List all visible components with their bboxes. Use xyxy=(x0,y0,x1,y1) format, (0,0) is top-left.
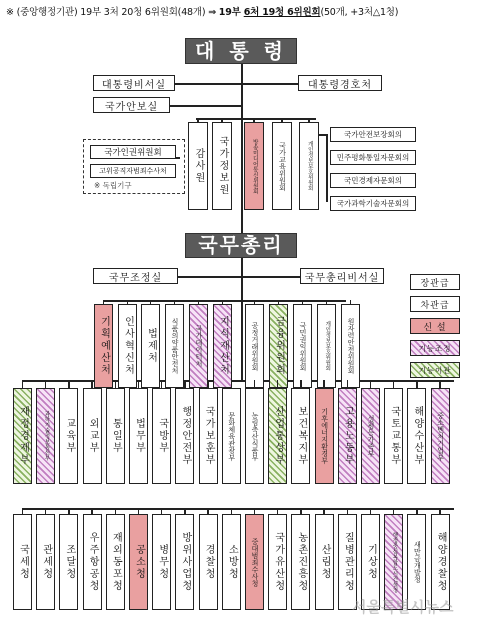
nis-line xyxy=(170,105,242,107)
pres-agency[interactable] xyxy=(299,122,319,210)
ministry-connector xyxy=(45,380,47,388)
ministry[interactable] xyxy=(268,388,287,484)
ministry-connector xyxy=(184,380,186,388)
legend-pink: 기능조정 xyxy=(410,340,460,356)
ministry-connector xyxy=(277,380,279,388)
ministry[interactable] xyxy=(175,388,194,484)
header-after-1: 19부 xyxy=(218,7,244,18)
ministry[interactable] xyxy=(361,388,380,484)
ministry[interactable] xyxy=(199,388,218,484)
ministry-label: 국가보훈부 xyxy=(203,406,215,466)
ministry[interactable] xyxy=(83,388,102,484)
pres-agency[interactable] xyxy=(188,122,208,210)
security-service-box[interactable]: 대통령경호처 xyxy=(298,75,382,91)
ministry-connector xyxy=(300,380,302,388)
ministry-label: 재정경제부 xyxy=(17,406,29,466)
agency-label: 행정중심복합도시건설청 xyxy=(391,531,398,593)
agency-label: 공소청 xyxy=(133,544,145,580)
agency[interactable] xyxy=(83,514,102,610)
pm-agency[interactable] xyxy=(269,304,288,388)
ministry-connector xyxy=(439,380,441,388)
pm-box[interactable]: 국무총리 xyxy=(185,233,297,258)
agency[interactable] xyxy=(152,514,171,610)
pres-agency-label: 국가정보원 xyxy=(217,136,228,196)
ministry-label: 고용노동부 xyxy=(342,406,354,466)
agency[interactable] xyxy=(245,514,264,610)
agency-label: 경찰청 xyxy=(203,544,215,580)
advisory-council[interactable]: 국가과학기술자문회의 xyxy=(330,196,416,211)
independent-group xyxy=(83,139,185,194)
ministry-connector xyxy=(22,380,24,388)
agency-label: 우주항공청 xyxy=(87,532,99,592)
agency-label: 조달청 xyxy=(63,544,75,580)
ministry-connector xyxy=(68,380,70,388)
president-box[interactable]: 대 통 령 xyxy=(185,38,297,64)
pres-agency-label: 개인정보보호위원회 xyxy=(306,141,313,191)
ministry-connector xyxy=(416,380,418,388)
ministry-label: 해양수산부 xyxy=(411,406,423,466)
pm-agency-label: 인사혁신처 xyxy=(122,316,134,376)
agency-label: 산림청 xyxy=(319,544,331,580)
ministry[interactable] xyxy=(245,388,264,484)
header-before: 19부 3처 20청 6위원회(48개) xyxy=(80,7,206,18)
ministry[interactable] xyxy=(152,388,171,484)
ministry[interactable] xyxy=(222,388,241,484)
agency-label: 새만금개발청 xyxy=(413,541,422,583)
ministry[interactable] xyxy=(315,388,334,484)
ministry-label: 기후에너지환경부 xyxy=(320,408,329,464)
pm-agency-label: 지식재산처 xyxy=(217,316,229,376)
agency-label: 농촌진흥청 xyxy=(295,532,307,592)
agency-label: 질병관리청 xyxy=(342,532,354,592)
ministry[interactable] xyxy=(431,388,450,484)
pm-agency-label: 식품의약품안전처 xyxy=(171,318,179,374)
header-arrow: ⇒ xyxy=(208,7,216,18)
ministry-label: 문화체육관광부 xyxy=(227,411,236,461)
agency-label: 해양경찰청 xyxy=(435,532,447,592)
agency[interactable] xyxy=(129,514,148,610)
ministry-label: 교육부 xyxy=(63,418,75,454)
ministry[interactable] xyxy=(36,388,55,484)
pm-agency-label: 국가데이터처 xyxy=(195,325,203,367)
pres-agencies-bar xyxy=(196,118,316,120)
ministry[interactable] xyxy=(59,388,78,484)
ministry-label: 법무부 xyxy=(133,418,145,454)
pm-agency-label: 법제처 xyxy=(145,328,157,364)
agency[interactable] xyxy=(268,514,287,610)
pm-agency-label: 금융위원회 xyxy=(273,316,285,376)
pm-coordination-box[interactable]: 국무조정실 xyxy=(93,268,178,284)
pm-agency[interactable] xyxy=(189,304,208,388)
legend-green: 기능이관 xyxy=(410,362,460,378)
watermark: 서울특별시뉴스 xyxy=(352,598,454,616)
header-prefix: ※ (중앙행정기관) xyxy=(6,7,78,18)
ministry-label: 국방부 xyxy=(156,418,168,454)
ministry[interactable] xyxy=(338,388,357,484)
ministry[interactable] xyxy=(106,388,125,484)
ministry-label: 성평등가족부 xyxy=(367,415,375,457)
agency[interactable] xyxy=(222,514,241,610)
agency-label: 재외동포청 xyxy=(110,532,122,592)
ministry[interactable] xyxy=(13,388,32,484)
advisory-council[interactable]: 민주평화통일자문회의 xyxy=(330,150,416,165)
ministry[interactable] xyxy=(129,388,148,484)
agency-label: 방위사업청 xyxy=(179,532,191,592)
ministry-label: 통일부 xyxy=(110,418,122,454)
ministry-connector xyxy=(161,380,163,388)
ministry[interactable] xyxy=(407,388,426,484)
ministry-label: 행정안전부 xyxy=(179,406,191,466)
agency-label: 국가유산청 xyxy=(272,532,284,592)
agency[interactable] xyxy=(315,514,334,610)
ministry-connector xyxy=(323,380,325,388)
spine-line-top xyxy=(241,64,243,234)
pm-agency[interactable] xyxy=(341,304,360,388)
pm-agency[interactable] xyxy=(245,304,264,388)
ministry-label: 농림축산식품부 xyxy=(251,411,259,461)
agency[interactable] xyxy=(106,514,125,610)
pm-agency[interactable] xyxy=(94,304,113,388)
pres-agency[interactable] xyxy=(212,122,232,210)
agency[interactable] xyxy=(199,514,218,610)
ministry-connector xyxy=(115,380,117,388)
ministry-connector xyxy=(393,380,395,388)
agency-label: 병무청 xyxy=(156,544,168,580)
legend-new: 신 설 xyxy=(410,318,460,334)
ministry[interactable] xyxy=(291,388,310,484)
pm-agency[interactable] xyxy=(293,304,312,388)
agency-label: 중대범죄수사청 xyxy=(251,537,259,587)
ministry-connector xyxy=(91,380,93,388)
ministry-connector xyxy=(254,380,256,388)
legend-minister: 장관급 xyxy=(410,274,460,290)
pres-agency-label: 감사원 xyxy=(193,148,204,184)
nis-box[interactable]: 국가안보실 xyxy=(93,97,170,113)
agency[interactable] xyxy=(59,514,78,610)
pm-agency-label: 개인정보보호위원회 xyxy=(324,321,331,371)
pm-agency-label: 원자력안전위원회 xyxy=(347,318,355,374)
advisory-council[interactable]: 국가안전보장회의 xyxy=(330,127,416,142)
human-rights-commission-box[interactable]: 국가인권위원회 xyxy=(90,145,176,159)
agency-label: 기상청 xyxy=(365,544,377,580)
pm-agency[interactable] xyxy=(165,304,184,388)
pm-agency[interactable] xyxy=(118,304,137,388)
pm-office-line xyxy=(178,276,304,278)
ministry-label: 보건복지부 xyxy=(295,406,307,466)
pres-agency-label: 국가교육위원회 xyxy=(278,141,287,191)
header-after-2: (50개, +3처△1청) xyxy=(320,7,399,18)
ministry-connector xyxy=(207,380,209,388)
ministry[interactable] xyxy=(384,388,403,484)
ministry-connector xyxy=(370,380,372,388)
pm-secretariat-box[interactable]: 국무총리비서실 xyxy=(300,268,384,284)
pres-agency-label: 방송미디어통신위원회 xyxy=(251,138,258,194)
pm-agency-label: 기획예산처 xyxy=(98,316,110,376)
ministry-connector xyxy=(231,380,233,388)
ministry-connector xyxy=(138,380,140,388)
pm-agency[interactable] xyxy=(317,304,336,388)
agency-label: 소방청 xyxy=(226,544,238,580)
header-note xyxy=(6,4,398,18)
ministry-label: 과학기술정보통신부 xyxy=(43,411,50,461)
agency[interactable] xyxy=(175,514,194,610)
independent-note: ※ 독립기구 xyxy=(94,181,132,190)
ministry-label: 산업통상부 xyxy=(272,406,284,466)
ministry-label: 중소벤처기업부 xyxy=(436,411,445,461)
secretariat-box[interactable]: 대통령비서실 xyxy=(93,75,175,91)
pm-agency-label: 국민권익위원회 xyxy=(299,321,307,371)
pm-agency[interactable] xyxy=(213,304,232,388)
pres-agency[interactable] xyxy=(272,122,292,210)
agency[interactable] xyxy=(36,514,55,610)
ministries-bar xyxy=(22,380,454,382)
pm-agency[interactable] xyxy=(141,304,160,388)
pm-agency-label: 공정거래위원회 xyxy=(251,321,259,371)
advisory-vline xyxy=(326,134,328,202)
agency-label: 관세청 xyxy=(40,544,52,580)
pres-agency[interactable] xyxy=(244,122,264,210)
header-after-bold: 6처 19청 6위원회 xyxy=(243,7,321,18)
agency[interactable] xyxy=(13,514,32,610)
agency-label: 국세청 xyxy=(17,544,29,580)
agency[interactable] xyxy=(291,514,310,610)
ministry-label: 외교부 xyxy=(87,418,99,454)
ministry-label: 국토교통부 xyxy=(388,406,400,466)
advisory-council[interactable]: 국민경제자문회의 xyxy=(330,173,416,188)
pm-agencies-bar xyxy=(104,300,346,302)
ministry-connector xyxy=(347,380,349,388)
agencies-bar xyxy=(22,508,454,510)
legend-vice: 차관급 xyxy=(410,296,460,312)
cio-box[interactable]: 고위공직자범죄수사처 xyxy=(90,164,176,178)
